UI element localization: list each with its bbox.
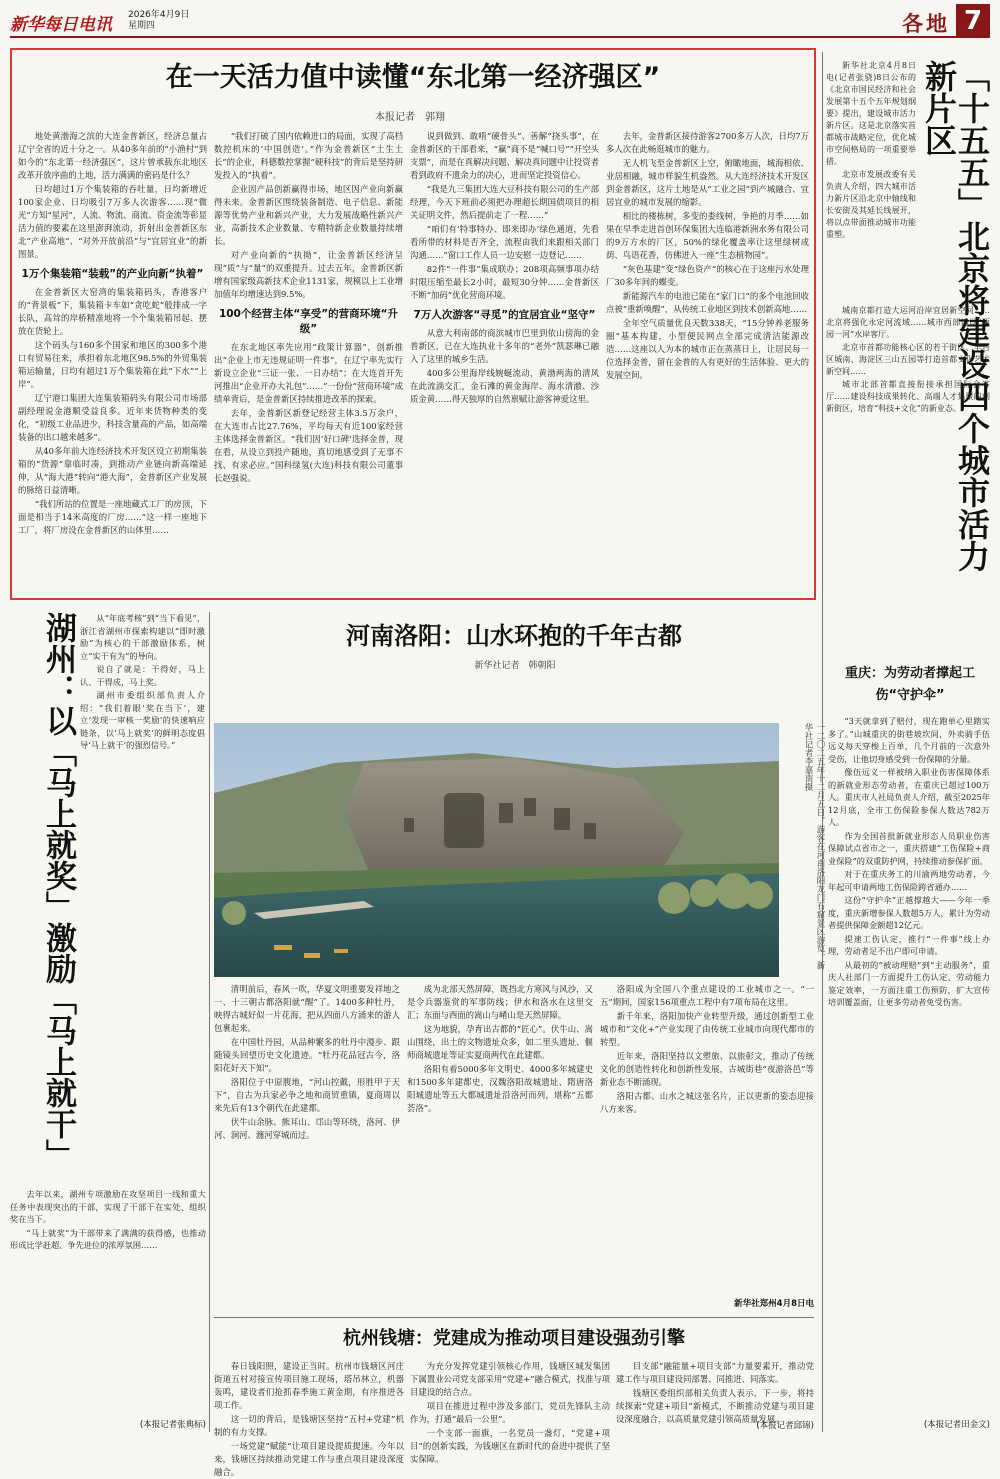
left-rule bbox=[209, 612, 210, 1432]
beijing-col-bottom: 城南京都打造大运河沿岸宜居新空间……北京将强化永定河流域……城市西部建设“两园一河”水岸客厅。 北京市首都功能核心区的若干街区、丰台区城南、海淀区三山五园等打造首都文化艺术新空间…… 城市北部首都直接衔接承担国际会客厅……建设科技成果转化、高端人才集聚的创新街区，培育“科技+文化”的新业态。 bbox=[826, 306, 990, 413]
newspaper-logo: 新华每日电讯 bbox=[10, 15, 112, 35]
luoyang-byline: 新华社记者 韩朝阳 bbox=[474, 661, 556, 671]
luoyang-credit: 新华社郑州4月8日电 bbox=[734, 1299, 814, 1309]
hangzhou-title: 杭州钱塘：党建成为推动项目建设强劲引擎 bbox=[343, 1328, 685, 1349]
beijing-title: 「十五五」北京将建设四个城市活力新片区 bbox=[920, 60, 991, 572]
hangzhou-col1: 春日钱阳照，建设正当时。杭州市钱塘区河庄街道五村对接宣传项目施工现场，塔吊林立，机器轰鸣，建设者们抢抓春季施工黄金期，有序推进各项工作。 这一切的背后，是钱塘区坚持“五村+党建”机制的有力支撑。 一场党建“赋能”让项目建设提质提速。今年以来，钱塘区持续推动党建工作与重点项目建设深度融合。 bbox=[214, 1361, 404, 1477]
subhead-livability: 7万人次游客“寻觅”的宜居宜业“坚守” bbox=[413, 309, 596, 321]
article-dalian-title: 在一天活力值中读懂“东北第一经济强区” bbox=[165, 62, 661, 93]
article-dalian-col2: “我们打破了国内依赖进口的局面，实现了高档数控机床的‘中国创造’。”作为金普新区“土生土长”的企业，科德数控掌握“硬科技”的背后是坚持研发投入的“执着”。 企业因产品创新赢得市场，地区因产业向新赢得未来。金普新区围绕装备制造、电子信息、新能源等优势产业和新兴产业，大力发展战略性新兴产业，高新技术企业数量、专精特新企业数量持续增长。 对产业向新的“执拗”，让金普新区经济呈现“质”与“量”的双重提升。过去五年，金普新区新增有国家级高新技术企业1131家，规模以上工业增加值年均增速达到9.5%。 100个经营主体“享受”的营商环境“升级” 在东北地区率先应用“政策计算器”，创新推出“企业上市无违规证明一件事”，在辽宁率先实行新设立企业“三证一张、一日办结”；在大连首开先河推出“企业开办大礼包”……”一份份“营商环境”成绩单背后，是金普新区持续推进改革的探索。 去年，金普新区新登记经营主体3.5万余户，在大连市占比27.76%，平均每天有近100家经营主体选择金普新区。“我们因‘好口碑’选择金普，现在看，从设立到投产随地，真切地感受到了无事不找、有求必应。”国科绿氢(大连)科技有限公司董事长赵强说。 bbox=[214, 131, 403, 483]
chongqing-body: “3天就拿到了赔付，现在跑单心里踏实多了。”山城重庆的街巷坡坎间，外卖骑手伍远义每天穿梭上百单，几个月前的一次意外受伤，让他切身感受到一份保障的分量。 像伍远义一样被纳入职业伤害保障体系的新就业形态劳动者，在重庆已超过100万人。重庆市人社局负责人介绍，截至2025年12月底，全市工伤保险参保人数达782万人。 作为全国首批新就业形态人员职业伤害保障试点省市之一，重庆搭建“工伤保险+商业保险”的双重防护网，持续推动参保扩面。 对于在重庆务工的川渝两地劳动者，今年起可申请两地工伤保险跨省通办…… 这份“守护伞”正越撑越大——今年一季度，重庆新增参保人数超5万人，累计为劳动者提供保障金额超12亿元。 提速工伤认定，推行“一件事”线上办理，劳动者足不出户即可申请。 从最初的“被动理赔”到“主动服务”，重庆人社部门一方面提升工伤认定、劳动能力鉴定效率，一方面注重工伤预防，扩大宣传培训覆盖面，让更多劳动者免受伤害。 bbox=[828, 716, 990, 1007]
luoyang-divider bbox=[214, 1317, 814, 1318]
huzhou-col-bottom: 去年以来，湖州专项激励在攻坚项目一线和重大任务中表现突出的干部，实现了干部干在实处、组织奖在当下。 “马上就奖”为干部带来了满满的获得感，也推动形成比学赶超、争先进位的浓厚氛围…… bbox=[10, 1189, 206, 1250]
article-dalian-col1: 地处黄渤海之滨的大连金普新区，经济总量占辽宁全省的近十分之一。从40多年前的“小渔村”到如今的“东北第一经济强区”，这片曾承载东北地区改革开放序曲的土地，活力满满的密码是什么？ 日均超过1万个集装箱的吞吐量，日均新增近100家企业、日均吸引7万多人次游客……现“微光”方知“星河”，人流、物流、商流、资金流等彰显活力值的要素在这里澎湃流动，折射出金普新区东北“产业高地”、“对外开放前沿”与“宜居宜业”的新图景。 1万个集装箱“装载”的产业向新“执着” 在金普新区大窑湾的集装箱码头，香港客户的“背景板”下，集装箱卡车如“贪吃蛇”般排成一字长队，高耸的岸桥精准地将一个个集装箱吊起、摆放在货轮上。 这个码头与160多个国家和地区的300多个港口有贸易往来，承担着东北地区98.5%的外贸集装箱运输量，日均有超过1万个集装箱在此“下水”“上岸”。 辽宁港口集团大连集装箱码头有限公司市场部副经理说金港顺受益良多。近年来货物种类的变化，“初级工业品进少，科技含量高的产品，如高端装备的出口越来越多”。 从40多年前大连经济技术开发区设立初期集装箱的“货源”靠临时凑，到推动产业链向新高端延伸，从“海大港”转向“港大海”，金普新区产业发展的脉络日益清晰。 “我们所站的位置是一座地藏式工厂的房顶，下面是相当于14米高度的厂房……”这一样一座地下工厂，将厂房设在金普新区的山体里…… bbox=[18, 131, 207, 535]
luoyang-photo-caption: 一二〇二五年十二月五日，游客在河南洛阳龙门石窟景区游览。新华社记者李嘉南摄 bbox=[803, 723, 825, 970]
date: 2026年4月9日 bbox=[128, 10, 190, 20]
chongqing-title: 重庆：为劳动者撑起工伤“守护伞” bbox=[844, 666, 975, 703]
weekday: 星期四 bbox=[128, 21, 156, 31]
luoyang-col2: 成为北部天然屏障，既挡北方寒风与风沙，又是令兵器鉴赏的军事防线；伊水和洛水在这里交汇；东面与西面的嵩山与崤山是天然屏障。 这为地貌，孕育出古都的“匠心”。伏牛山、嵩山围绕，出土的文物遗址众多，如二里头遗址、偃师商城遗址等证实夏商两代在此建都。 洛阳有着5000多年文明史、4000多年城建史和1500多年建都史，汉魏洛阳故城遗址、隋唐洛阳城遗址等五大都城遗址沿洛河而列，堪称“五都荟洛”。 bbox=[407, 984, 593, 1113]
subhead-containers: 1万个集装箱“装载”的产业向新“执着” bbox=[21, 268, 204, 280]
luoyang-title: 河南洛阳：山水环抱的千年古都 bbox=[346, 622, 682, 650]
section-name: 各地 bbox=[902, 12, 950, 36]
chongqing-credit: (本报记者田金文) bbox=[923, 1420, 990, 1430]
hangzhou-col3: 目支部“融能量+项目支部”力量要素开，推动党建工作与项目建设同部署、同推进、同落实。 钱塘区委组织部相关负责人表示，下一步，将持续探索“党建+项目”新模式，不断推动党建与项目建设深度融合，以高质量党建引领高质量发展。 bbox=[616, 1361, 814, 1424]
luoyang-photo bbox=[214, 723, 779, 977]
luoyang-col3: 洛阳成为全国八个重点建设的工业城市之一。“一五”期间，国家156项重点工程中有7项布局在这里。 新千年来，洛阳加快产业转型升级，通过创新型工业城市和“文化+”产业实现了由传统工业城市向现代都市的转型。 近年来，洛阳坚持以文塑旅、以旅彰文，推动了传统文化的创造性转化和创新性发展，古城街巷“夜游洛邑”等新业态不断涌现。 洛阳古都、山水之城这张名片，正以更新的姿态迎接八方来客。 bbox=[600, 984, 814, 1114]
issue-date bbox=[128, 10, 189, 32]
page-number: 7 bbox=[956, 4, 990, 38]
masthead bbox=[10, 8, 990, 38]
subhead-business-env: 100个经营主体“享受”的营商环境“升级” bbox=[218, 308, 399, 335]
hangzhou-col2: 为充分发挥党建引领核心作用，钱塘区城发集团下属置业公司党支部采用“党建+”融合模式，找准与项目建设的结合点。 项目在推进过程中涉及多部门，党员先锋队主动作为，打通“最后一公里”。 一个支部一面旗，一名党员一盏灯，“党建+项目”的创新实践，为钱塘区在新时代的奋进中提供了坚实保障。 bbox=[410, 1361, 610, 1464]
beijing-col-top: 新华社北京4月8日电(记者张骁)8日公布的《北京市国民经济和社会发展第十五个五年规划纲要》提出，建设城市活力新片区。这是北京落实首都城市战略定位，优化城市空间格局的一项重要举措。 北京市发展改委有关负责人介绍，四大城市活力新片区沿北京中轴线和长安街及其延长线展开，将以点带面推动城市功能重塑。 bbox=[826, 61, 916, 239]
huzhou-title: 湖州：以「马上就奖」激励「马上就干」 bbox=[40, 612, 76, 1170]
huzhou-col-top: 从“年底考核”到“当下看见”，浙江省湖州市探索构建以“即时激励”为核心的干部激励体系，树立“实干有为”的导向。 说自了就是：干得好，马上认、干得成，马上奖。 湖州市委组织部负责人介绍：“我们着眼‘奖在当下’，建立‘发现一审核一奖励’的快速响应链条，以‘马上就奖’的鲜明态度倡导‘马上就干’的强烈信号。” bbox=[80, 613, 205, 750]
hangzhou-credit: (本报记者邱锦) bbox=[756, 1421, 814, 1431]
article-dalian-byline: 本报记者 郭翔 bbox=[375, 112, 445, 123]
huzhou-credit: (本报记者张典标) bbox=[139, 1420, 206, 1430]
longmen-grottoes-image bbox=[214, 723, 779, 977]
article-dalian-col4: 去年，金普新区接待游客2700多万人次，日均7万多人次在此畅逛城市的魅力。 无人机飞至金普新区上空，俯瞰地面，城海相依、业居相融，城市样貌生机盎然。从大连经济技术开发区到金普新区，这片土地是从“工业之园”到产城融合、宜居宜业的城市发展的缩影。 相比的楼栋树，多变的娄线树，争艳的月季……如果在早季走进首创环保集团大连临港新洲水务有限公司的9万方水的厂区，50%的绿化覆盖率让这里绿树成荫、鸟语花香，仿佛进入一座“生态植物园”。 “灰色基建”变“绿色资产”的核心在于这座污水处理厂30多年间的蝶变。 新能源汽车的电池已能在“家门口”的多个电池回收点被“重新唤醒”，从传统工业地区到技术创新高地…… 全年空气质量优良天数338天，“15分钟养老服务圈”基本构建，小型便民网点全部完成清洁能源改造……这座以人为本的城市正在蒸蒸日上，让居民每一位选择金普，留在金普的人有更好的生活体验、更大的发展空间。 bbox=[606, 131, 809, 380]
luoyang-col1: 清明前后，春风一吹，华夏文明重要发祥地之一、十三朝古都洛阳就“醒”了。1400多种牡丹，映得古城好似一片花海，把从四面八方涌来的游人包裹起来。 在中国牡丹园，从品种繁多的牡丹中漫步、跟随镜头回望历史文化遗迹。“牡丹花品冠古今，洛阳花好天下知”。 洛阳位于中原腹地，“河山控戴，形胜甲于天下”，自古为兵家必争之地和商贸重镇，夏商周以来先后有13个朝代在此建都。 伏牛山余脉、熊耳山、邙山等环绕，洛河、伊河、涧河、瀍河穿城而过。 bbox=[214, 984, 400, 1140]
article-dalian-col3: 说到做到、敢啃“硬骨头”、善解“挠头事”，在金普新区的干部看来，“赢”商不是“喊口号”“开空头支票”，而是在真解决问题、解决真问题中让投资者看到政府不遗余力的决心，进而坚定投资信心。 “我是九三集团大连大豆科技有限公司的生产部经理，今天下班前必须把办理超长期国债项目的相关证明文件，然后提前走了一程……” “咱们有‘特事特办、即来即办’绿色通道，先看看所带的材料是否齐全，流程由我们来跟相关部门沟通……”窗口工作人员一边安慰一边登记…… 82件“一件事”集成联办；208项高频事项办结时限压缩至最长2小时，最短30分钟……金普新区不断“加码”优化营商环境。 7万人次游客“寻觅”的宜居宜业“坚守” 从意大利南部的商滨城市巴里到依山傍海的金普新区，已在大连执业十多年的“老外”凯瑟琳已融入了这里的城乡生活。 400多公里海岸线婉蜒流动，黄渤两海的清风在此流淌交汇，金石滩的黄金海岸、海水清澈、沙质金黄……得天独厚的自然禀赋让游客神爱这里。 bbox=[410, 131, 599, 404]
